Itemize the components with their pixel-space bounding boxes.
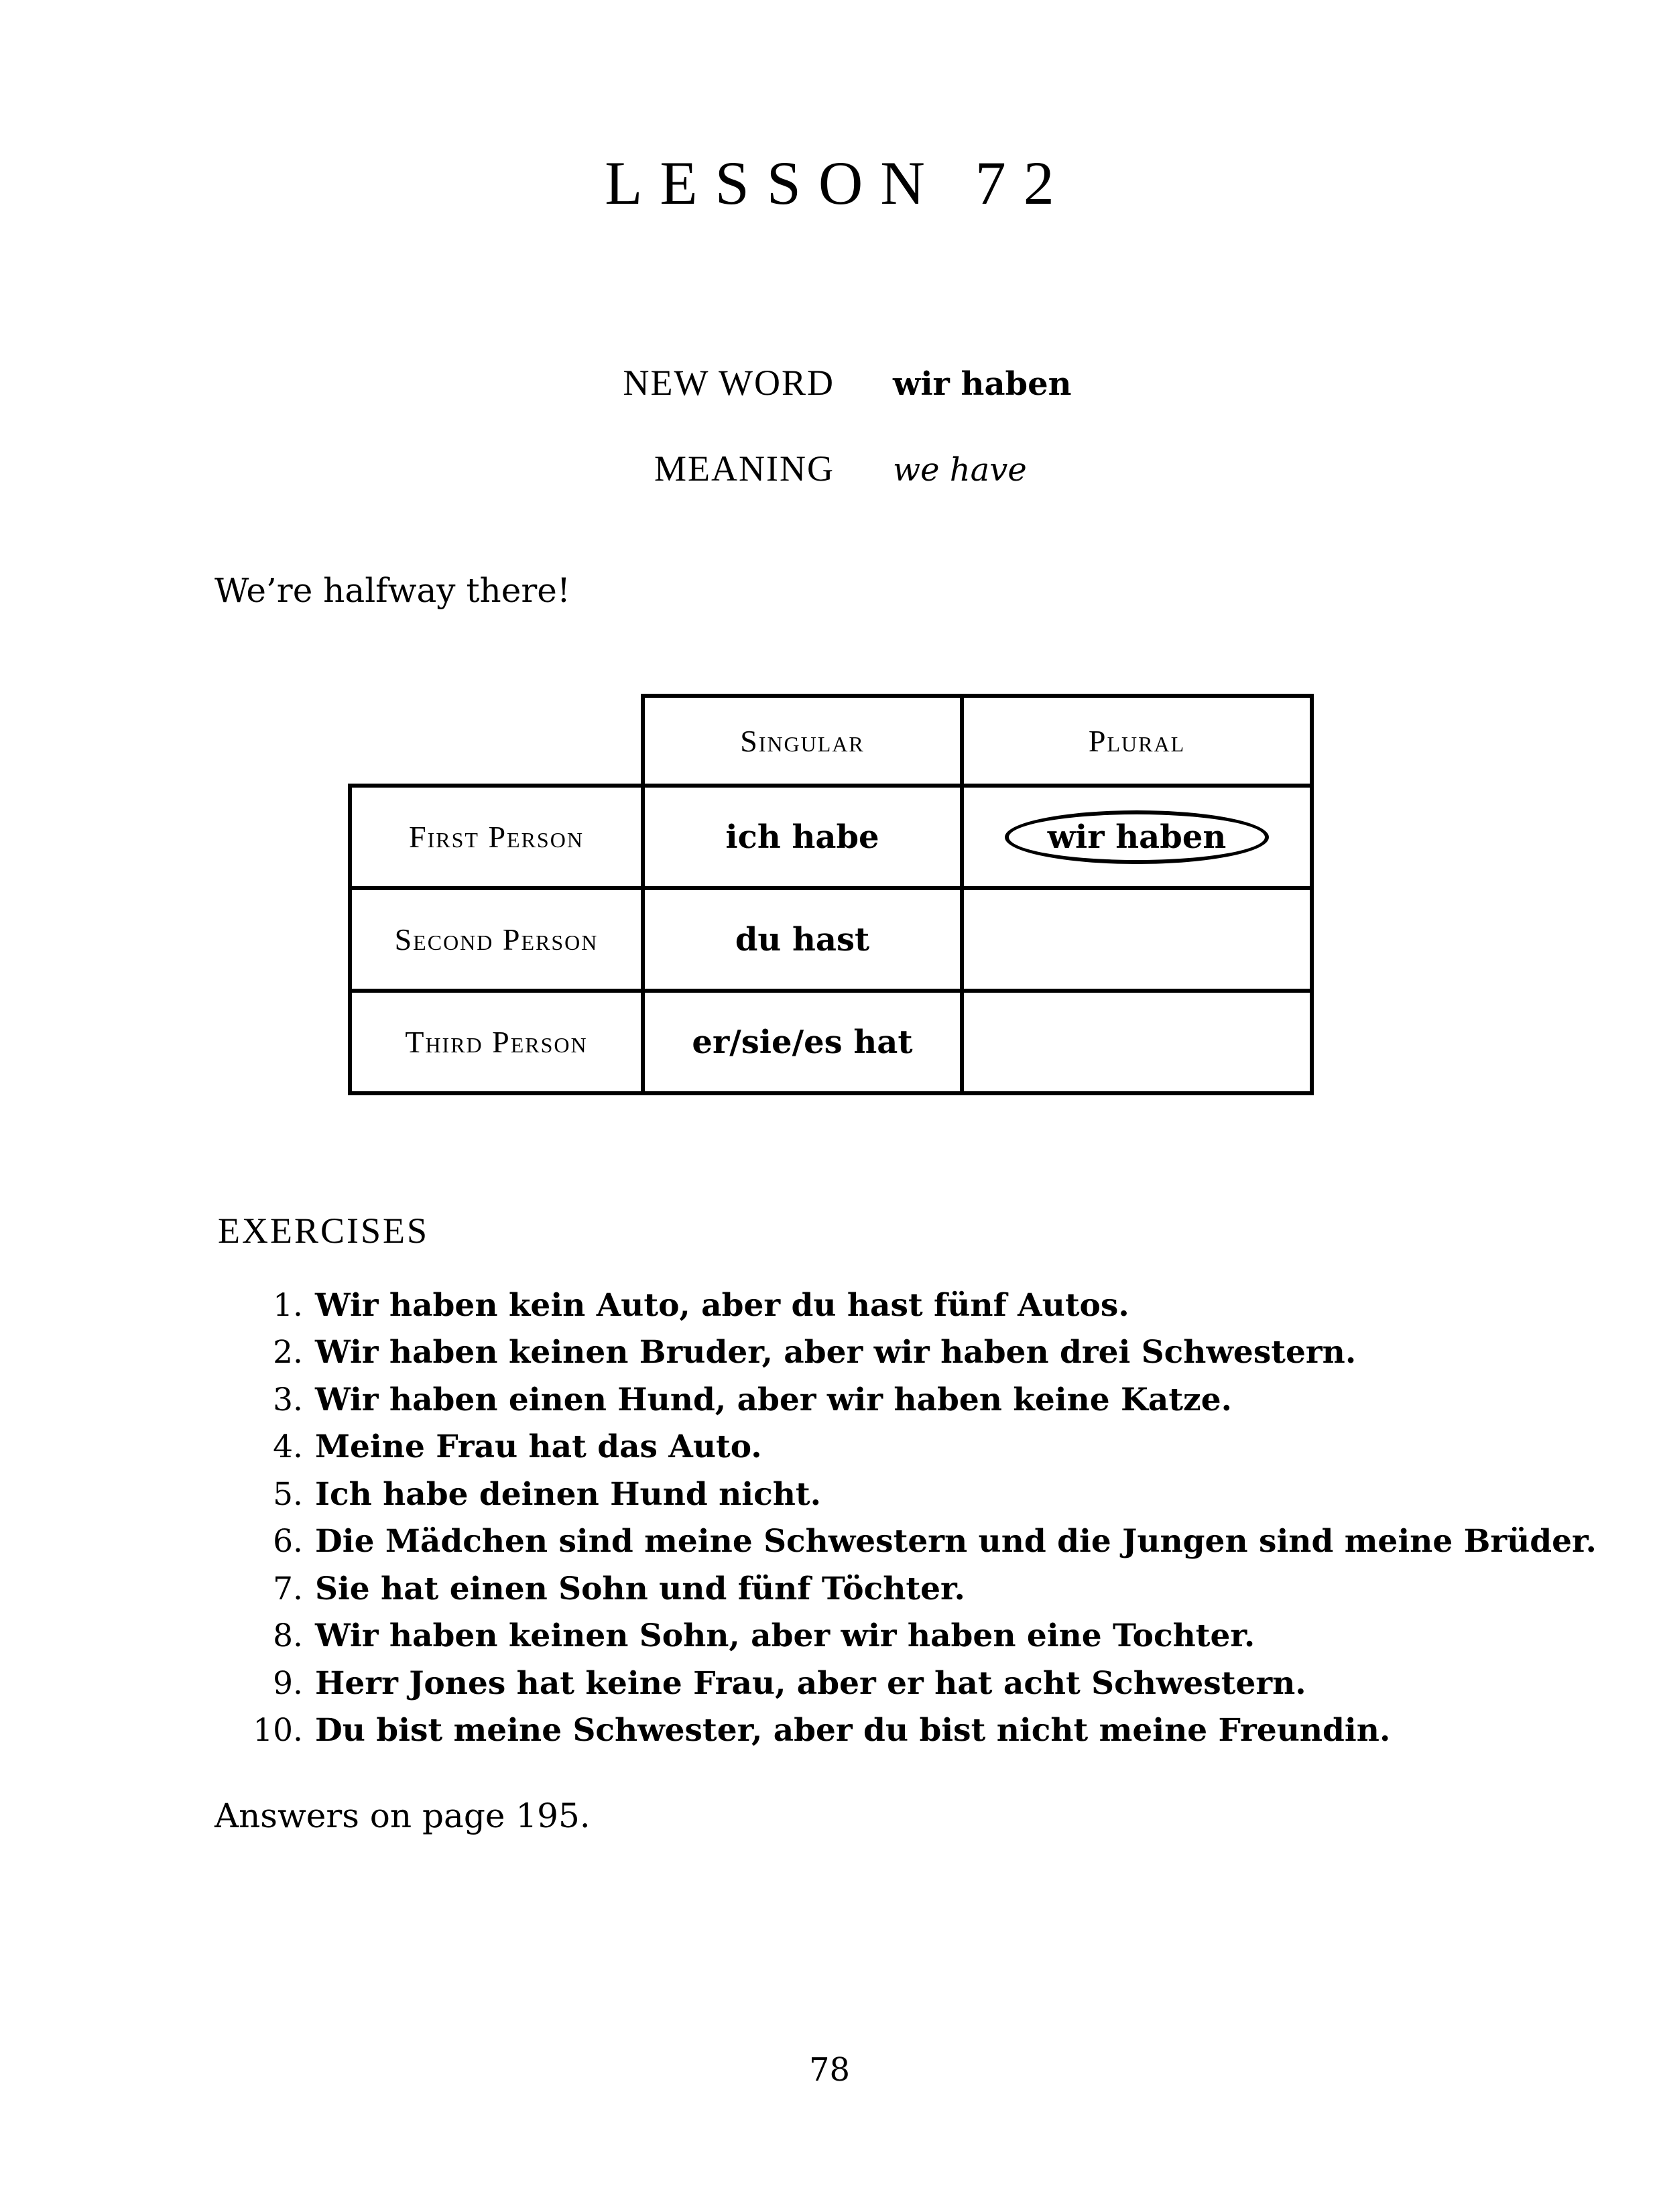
exercise-number: 2. bbox=[273, 1334, 303, 1371]
row-label-third-person: Third Person bbox=[350, 991, 643, 1093]
table-row bbox=[350, 991, 1312, 1093]
exercise-text: Sie hat einen Sohn und fünf Töchter. bbox=[315, 1570, 965, 1607]
cell-first-singular: ich habe bbox=[643, 786, 962, 888]
list-item bbox=[241, 1282, 1597, 1329]
table-corner bbox=[350, 696, 643, 786]
exercise-text: Die Mädchen sind meine Schwestern und die Jungen sind meine Brüder. bbox=[315, 1523, 1597, 1560]
cell-second-plural bbox=[962, 888, 1312, 991]
row-label-second-person: Second Person bbox=[350, 888, 643, 991]
header-plural: Plural bbox=[962, 696, 1312, 786]
list-item bbox=[241, 1376, 1597, 1424]
cell-third-plural bbox=[962, 991, 1312, 1093]
exercise-text: Wir haben kein Auto, aber du hast fünf Autos. bbox=[315, 1286, 1129, 1324]
list-item bbox=[241, 1329, 1597, 1377]
new-word-label: NEW WORD bbox=[623, 363, 835, 403]
cell-second-singular: du hast bbox=[643, 888, 962, 991]
exercise-text: Wir haben einen Hund, aber wir haben keine Katze. bbox=[315, 1381, 1233, 1418]
exercises-heading: EXERCISES bbox=[218, 1211, 430, 1251]
exercise-number: 3. bbox=[273, 1381, 303, 1418]
list-item bbox=[241, 1471, 1597, 1518]
exercise-text: Wir haben keinen Bruder, aber wir haben drei Schwestern. bbox=[315, 1334, 1357, 1371]
exercise-text: Wir haben keinen Sohn, aber wir haben eine Tochter. bbox=[315, 1617, 1255, 1655]
row-label-first-person: First Person bbox=[350, 786, 643, 888]
header-singular: Singular bbox=[643, 696, 962, 786]
exercise-text: Meine Frau hat das Auto. bbox=[315, 1428, 762, 1466]
exercise-number: 10. bbox=[253, 1712, 303, 1749]
answers-note: Answers on page 195. bbox=[214, 1796, 591, 1835]
page-number: 78 bbox=[808, 2051, 851, 2089]
exercise-number: 7. bbox=[273, 1570, 303, 1607]
table-row bbox=[350, 786, 1312, 888]
exercise-list bbox=[241, 1282, 1597, 1754]
meaning: we have bbox=[893, 451, 1027, 489]
exercise-number: 4. bbox=[273, 1428, 303, 1466]
list-item bbox=[241, 1660, 1597, 1707]
exercise-number: 9. bbox=[273, 1664, 303, 1702]
exercise-number: 6. bbox=[273, 1523, 303, 1560]
list-item bbox=[241, 1707, 1597, 1755]
exercise-text: Herr Jones hat keine Frau, aber er hat acht Schwestern. bbox=[315, 1664, 1306, 1702]
list-item bbox=[241, 1518, 1597, 1566]
intro-text: We’re halfway there! bbox=[214, 571, 570, 610]
exercise-number: 1. bbox=[273, 1286, 303, 1324]
lesson-title: LESSON 72 bbox=[605, 149, 1072, 217]
cell-third-singular: er/sie/es hat bbox=[643, 991, 962, 1093]
list-item bbox=[241, 1613, 1597, 1660]
meaning-label: MEANING bbox=[654, 448, 835, 489]
list-item bbox=[241, 1565, 1597, 1613]
circled-word: wir haben bbox=[1005, 810, 1270, 864]
conjugation-table bbox=[348, 694, 1314, 1095]
exercise-text: Du bist meine Schwester, aber du bist nicht meine Freundin. bbox=[315, 1712, 1391, 1749]
table-row bbox=[350, 888, 1312, 991]
new-word: wir haben bbox=[893, 365, 1072, 403]
exercise-text: Ich habe deinen Hund nicht. bbox=[315, 1475, 821, 1513]
cell-first-plural bbox=[962, 786, 1312, 888]
exercise-number: 5. bbox=[273, 1475, 303, 1513]
list-item bbox=[241, 1424, 1597, 1471]
exercise-number: 8. bbox=[273, 1617, 303, 1655]
